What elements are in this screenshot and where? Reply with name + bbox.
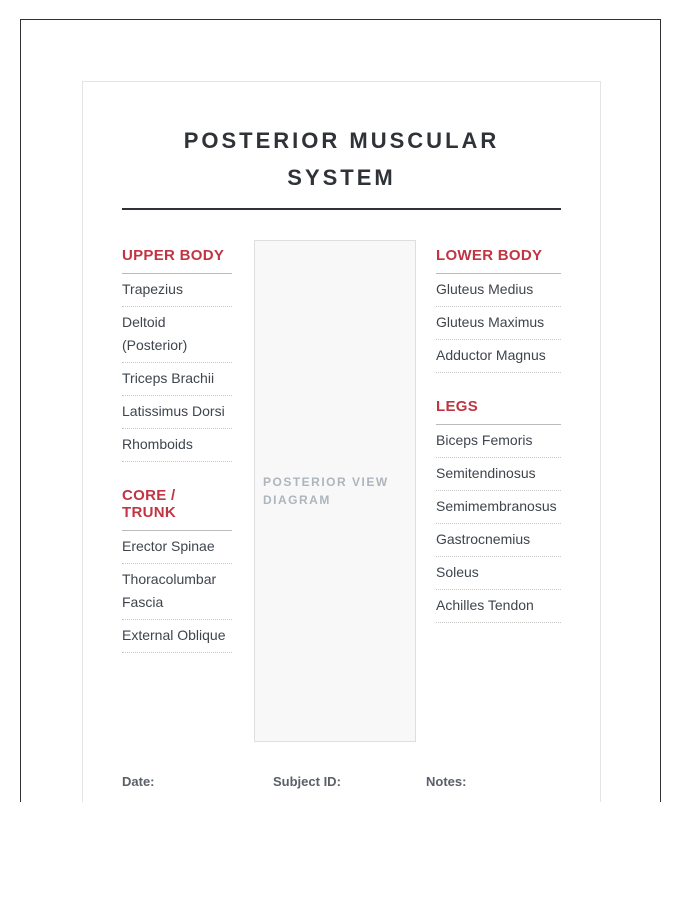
diagram-placeholder-label: POSTERIOR VIEW DIAGRAM (263, 475, 389, 507)
page-title: POSTERIOR MUSCULAR SYSTEM (183, 128, 500, 190)
title-divider (122, 208, 561, 210)
list-item: Semimembranosus (436, 491, 561, 524)
diagram-placeholder-box (254, 240, 416, 742)
list-item: Biceps Femoris (436, 425, 561, 458)
list-item: Latissimus Dorsi (122, 396, 232, 429)
section-upper-body (122, 240, 232, 462)
section-heading: LEGS (436, 391, 561, 425)
list-item: Achilles Tendon (436, 590, 561, 623)
list-item: Gluteus Maximus (436, 307, 561, 340)
list-item: Deltoid (Posterior) (122, 307, 232, 363)
list-item: External Oblique (122, 620, 232, 653)
list-item: Erector Spinae (122, 531, 232, 564)
footer-field-subject-id: Subject ID: (273, 774, 341, 789)
left-column (122, 240, 232, 742)
page-frame (20, 19, 661, 802)
section-heading: CORE / TRUNK (122, 480, 232, 531)
muscle-list (436, 425, 561, 623)
section-heading: LOWER BODY (436, 240, 561, 274)
list-item: Gastrocnemius (436, 524, 561, 557)
footer-field-date: Date: (122, 774, 155, 789)
content-columns (122, 240, 561, 742)
footer-field-notes: Notes: (426, 774, 467, 789)
list-item: Trapezius (122, 274, 232, 307)
section-legs (436, 391, 561, 623)
list-item: Adductor Magnus (436, 340, 561, 373)
list-item: Soleus (436, 557, 561, 590)
worksheet-card (82, 81, 601, 802)
list-item: Gluteus Medius (436, 274, 561, 307)
section-heading: UPPER BODY (122, 240, 232, 274)
list-item: Thoracolumbar Fascia (122, 564, 232, 620)
section-lower-body (436, 240, 561, 373)
muscle-list (122, 274, 232, 462)
section-core-trunk (122, 480, 232, 653)
list-item: Rhomboids (122, 429, 232, 462)
right-column (436, 240, 561, 742)
list-item: Semitendinosus (436, 458, 561, 491)
muscle-list (436, 274, 561, 373)
list-item: Triceps Brachii (122, 363, 232, 396)
muscle-list (122, 531, 232, 653)
footer-fields (122, 774, 561, 789)
